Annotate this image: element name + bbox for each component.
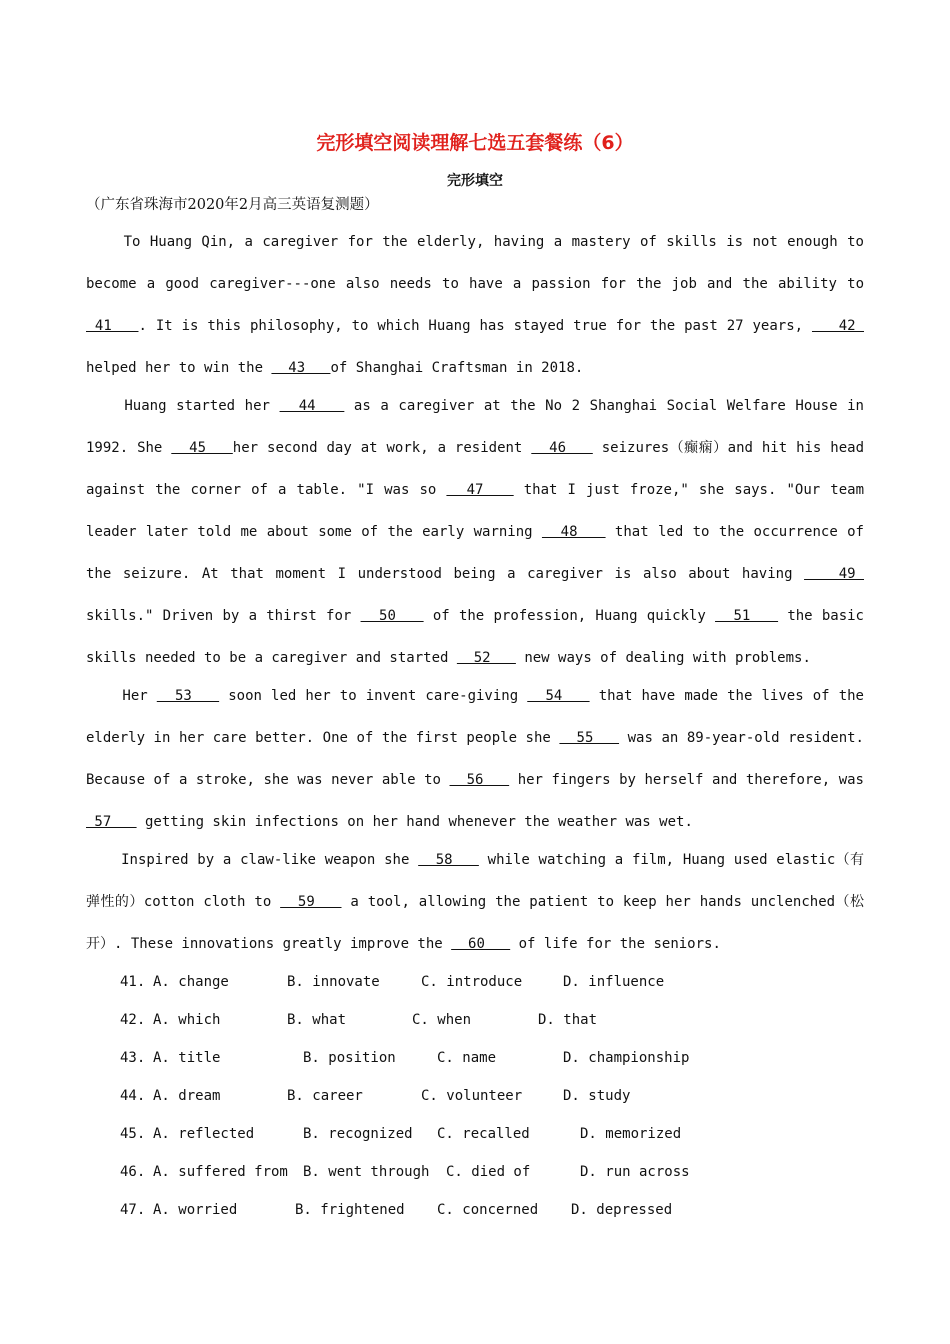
question-number: 41. (120, 974, 146, 990)
passage-line (86, 357, 864, 379)
passage-text: was an 89-year-old resident. (619, 730, 864, 746)
passage-line (86, 891, 864, 913)
answer-option: C. recalled (437, 1126, 530, 1142)
section-title: 完形填空 (447, 173, 503, 189)
answer-option: B. innovate (287, 974, 380, 990)
answer-option: B. frightened (295, 1202, 405, 1218)
passage-text: leader later told me about some of the early warning (86, 524, 542, 540)
answer-option: D. championship (563, 1050, 690, 1066)
blank-53: 53 (156, 688, 220, 704)
passage-text: skills." Driven by a thirst for (86, 608, 361, 624)
passage-text: become a good caregiver---one also needs to have a passion for the job and the ability to (86, 276, 864, 292)
passage-line (86, 563, 864, 585)
passage-line (86, 437, 864, 459)
passage-text: seizures（癫痫）and hit his head (592, 440, 864, 456)
answer-option: B. went through (303, 1164, 430, 1180)
passage-line (86, 315, 864, 337)
answer-option: A. title (153, 1050, 221, 1066)
passage-line (86, 727, 864, 749)
passage-line (86, 933, 864, 955)
passage-line (86, 849, 864, 871)
blank-56: 56 (449, 772, 510, 788)
passage-text: To Huang Qin, a caregiver for the elderly, having a mastery of skills is not enough to (86, 234, 864, 250)
passage-text: as a caregiver at the No 2 Shanghai Social Welfare House in (344, 398, 864, 414)
passage-line (86, 605, 864, 627)
passage-text: the basic (778, 608, 864, 624)
passage-text: 弹性的）cotton cloth to (86, 894, 281, 910)
answer-option: A. suffered from (153, 1164, 288, 1180)
passage-text: Because of a stroke, she was never able to (86, 772, 450, 788)
passage-text: that have made the lives of the (589, 688, 864, 704)
passage-line (86, 231, 864, 253)
passage-text: helped her to win the (86, 360, 272, 376)
blank-43: 43 (271, 360, 331, 376)
passage-text: 1992. She (86, 440, 172, 456)
passage-line (86, 811, 864, 833)
passage-text: 开）. These innovations greatly improve the (86, 936, 452, 952)
page-title: 完形填空阅读理解七选五套餐练（6） (316, 132, 634, 154)
question-number: 47. (120, 1202, 146, 1218)
answer-option: B. position (303, 1050, 396, 1066)
answer-option: D. run across (580, 1164, 690, 1180)
answer-option: C. name (437, 1050, 497, 1066)
blank-48: 48 (541, 524, 606, 540)
blank-46: 46 (531, 440, 593, 456)
passage-text: the seizure. At that moment I understood being a caregiver is also about having (86, 566, 805, 582)
blank-59: 59 (280, 894, 342, 910)
blank-49: 49 (804, 566, 864, 582)
passage-line (86, 685, 864, 707)
blank-45: 45 (171, 440, 233, 456)
blank-42: 42 (811, 318, 864, 334)
passage-line (86, 769, 864, 791)
blank-44: 44 (279, 398, 345, 414)
passage-text: a tool, allowing the patient to keep her hands unclenched（松 (341, 894, 864, 910)
answer-option: B. career (287, 1088, 363, 1104)
answer-option: D. memorized (580, 1126, 682, 1142)
answer-option: A. change (153, 974, 229, 990)
passage-text: new ways of dealing with problems. (515, 650, 811, 666)
answer-option: C. when (412, 1012, 472, 1028)
passage-text: of Shanghai Craftsman in 2018. (330, 360, 584, 376)
passage-line (86, 479, 864, 501)
answer-option: C. concerned (437, 1202, 539, 1218)
passage-text: elderly in her care better. One of the first people she (86, 730, 560, 746)
passage-text: of life for the seniors. (510, 936, 721, 952)
passage-text: Inspired by a claw-like weapon she (86, 852, 419, 868)
passage-text: getting skin infections on her hand whenever the weather was wet. (136, 814, 693, 830)
blank-50: 50 (360, 608, 424, 624)
passage-text: her second day at work, a resident (232, 440, 532, 456)
answer-option: D. depressed (571, 1202, 673, 1218)
answer-option: A. reflected (153, 1126, 255, 1142)
passage-text: of the profession, Huang quickly (423, 608, 716, 624)
answer-option: A. which (153, 1012, 221, 1028)
blank-60: 60 (451, 936, 511, 952)
blank-58: 58 (418, 852, 479, 868)
passage-text: while watching a film, Huang used elastic（有 (478, 852, 864, 868)
passage-text: . It is this philosophy, to which Huang has stayed true for the past 27 years, (138, 318, 812, 334)
passage-text: against the corner of a table. "I was so (86, 482, 447, 498)
passage-text: Her (86, 688, 157, 704)
passage-line (86, 647, 864, 669)
answer-option: A. worried (153, 1202, 238, 1218)
question-number: 45. (120, 1126, 146, 1142)
answer-option: A. dream (153, 1088, 221, 1104)
passage-text: skills needed to be a caregiver and started (86, 650, 457, 666)
source-note: （广东省珠海市2020年2月高三英语复测题） (86, 197, 379, 213)
passage-line (86, 395, 864, 417)
answer-option: D. influence (563, 974, 665, 990)
passage-line (86, 521, 864, 543)
question-number: 46. (120, 1164, 146, 1180)
passage-text: Huang started her (86, 398, 280, 414)
blank-52: 52 (456, 650, 516, 666)
blank-41: 41 (86, 318, 139, 334)
blank-47: 47 (446, 482, 514, 498)
question-number: 44. (120, 1088, 146, 1104)
question-number: 42. (120, 1012, 146, 1028)
passage-text: soon led her to invent care-giving (219, 688, 528, 704)
passage-line (86, 273, 864, 295)
passage-text: that I just froze," she says. "Our team (513, 482, 865, 498)
passage-text: her fingers by herself and therefore, was (509, 772, 864, 788)
question-number: 43. (120, 1050, 146, 1066)
blank-54: 54 (527, 688, 590, 704)
answer-option: B. what (287, 1012, 347, 1028)
answer-option: C. introduce (421, 974, 523, 990)
answer-option: B. recognized (303, 1126, 413, 1142)
passage-text: that led to the occurrence of (605, 524, 864, 540)
answer-option: C. volunteer (421, 1088, 523, 1104)
blank-57: 57 (86, 814, 137, 830)
answer-option: C. died of (446, 1164, 531, 1180)
blank-51: 51 (715, 608, 779, 624)
answer-option: D. that (538, 1012, 598, 1028)
answer-option: D. study (563, 1088, 631, 1104)
blank-55: 55 (559, 730, 620, 746)
